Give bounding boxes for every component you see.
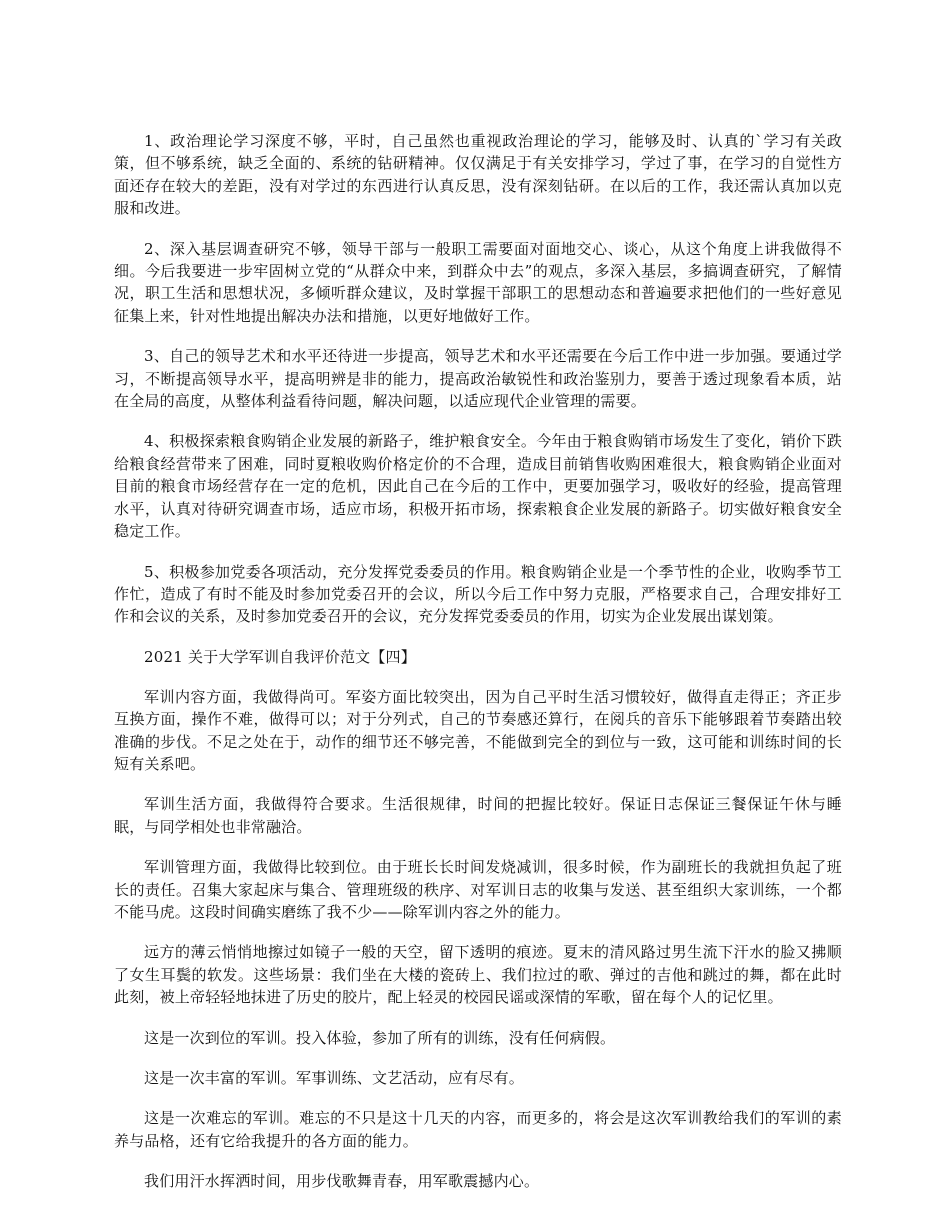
paragraph-10: 这是一次到位的军训。投入体验，参加了所有的训练，没有任何病假。 bbox=[144, 1028, 616, 1047]
paragraph-1: 1、政治理论学习深度不够，平时，自己虽然也重视政治理论的学习，能够及时、认真的`学习有关政策，但不够系统，缺乏全面的、系统的钻研精神。仅仅满足于有关安排学习，学过了事，在学习的自觉性方面还存在较大的差距，没有对学过的东西进行认真反思，没有深刻钻研。在以后的工作，我还需认真加以克服和改进。 bbox=[114, 132, 842, 218]
paragraph-3: 3、自己的领导艺术和水平还待进一步提高，领导艺术和水平还需要在今后工作中进一步加强。要通过学习，不断提高领导水平，提高明辨是非的能力，提高政治敏锐性和政治鉴别力，要善于透过现象看本质，站在全局的高度，从整体利益看待问题，解决问题，以适应现代企业管理的需要。 bbox=[114, 347, 842, 411]
paragraph-12: 这是一次难忘的军训。难忘的不只是这十几天的内容，而更多的，将会是这次军训教给我们的军训的素养与品格，还有它给我提升的各方面的能力。 bbox=[114, 1109, 842, 1150]
document-body bbox=[114, 130, 842, 1211]
section-heading: 2021 关于大学军训自我评价范文【四】 bbox=[144, 647, 416, 666]
paragraph-8: 军训管理方面，我做得比较到位。由于班长长时间发烧减训，很多时候，作为副班长的我就担负起了班长的责任。召集大家起床与集合、管理班级的秩序、对军训日志的收集与发送、甚至组织大家训练，一个都不能马虎。这段时间确实磨练了我不少——除军训内容之外的能力。 bbox=[114, 858, 842, 921]
paragraph-13: 我们用汗水挥洒时间，用步伐歌舞青春，用军歌震撼内心。 bbox=[144, 1172, 540, 1191]
paragraph-7: 军训生活方面，我做得符合要求。生活很规律，时间的把握比较好。保证日志保证三餐保证午休与睡眠，与同学相处也非常融洽。 bbox=[114, 795, 842, 836]
paragraph-4: 4、积极探索粮食购销企业发展的新路子，维护粮食安全。今年由于粮食购销市场发生了变化，销价下跌给粮食经营带来了困难，同时夏粮收购价格定价的不合理，造成目前销售收购困难很大，粮食购销企业面对目前的粮食市场经营存在一定的危机，因此自己在今后的工作中，更要加强学习，吸收好的经验，提高管理水平，认真对待研究调查市场，适应市场，积极开拓市场，探索粮食企业发展的新路子。切实做好粮食安全稳定工作。 bbox=[114, 432, 842, 541]
paragraph-6: 军训内容方面，我做得尚可。军姿方面比较突出，因为自己平时生活习惯较好，做得直走得正；齐正步互换方面，操作不难，做得可以；对于分列式，自己的节奏感还算行，在阅兵的音乐下能够跟着节奏踏出较准确的步伐。不足之处在于，动作的细节还不够完善，不能做到完全的到位与一致，这可能和训练时间的长短有关系吧。 bbox=[114, 687, 842, 773]
paragraph-9: 远方的薄云悄悄地擦过如镜子一般的天空，留下透明的痕迹。夏末的清风路过男生流下汗水的脸又拂顺了女生耳鬓的软发。这些场景：我们坐在大楼的瓷砖上、我们拉过的歌、弹过的吉他和跳过的舞，都在此时此刻，被上帝轻轻地抹进了历史的胶片，配上轻灵的校园民谣或深情的军歌，留在每个人的记忆里。 bbox=[114, 943, 842, 1007]
paragraph-5: 5、积极参加党委各项活动，充分发挥党委委员的作用。粮食购销企业是一个季节性的企业，收购季节工作忙，造成了有时不能及时参加党委召开的会议，所以今后工作中努力克服，严格要求自己，合理安排好工作和会议的关系，及时参加党委召开的会议，充分发挥党委委员的作用，切实为企业发展出谋划策。 bbox=[114, 562, 842, 626]
paragraph-2: 2、深入基层调查研究不够，领导干部与一般职工需要面对面地交心、谈心，从这个角度上讲我做得不细。今后我要进一步牢固树立党的“从群众中来，到群众中去”的观点，多深入基层，多搞调查研究，了解情况，职工生活和思想状况，多倾听群众建议，及时掌握干部职工的思想动态和普遍要求把他们的一些好意见征集上来，针对性地提出解决办法和措施，以更好地做好工作。 bbox=[114, 239, 842, 325]
paragraph-11: 这是一次丰富的军训。军事训练、文艺活动，应有尽有。 bbox=[144, 1069, 525, 1087]
